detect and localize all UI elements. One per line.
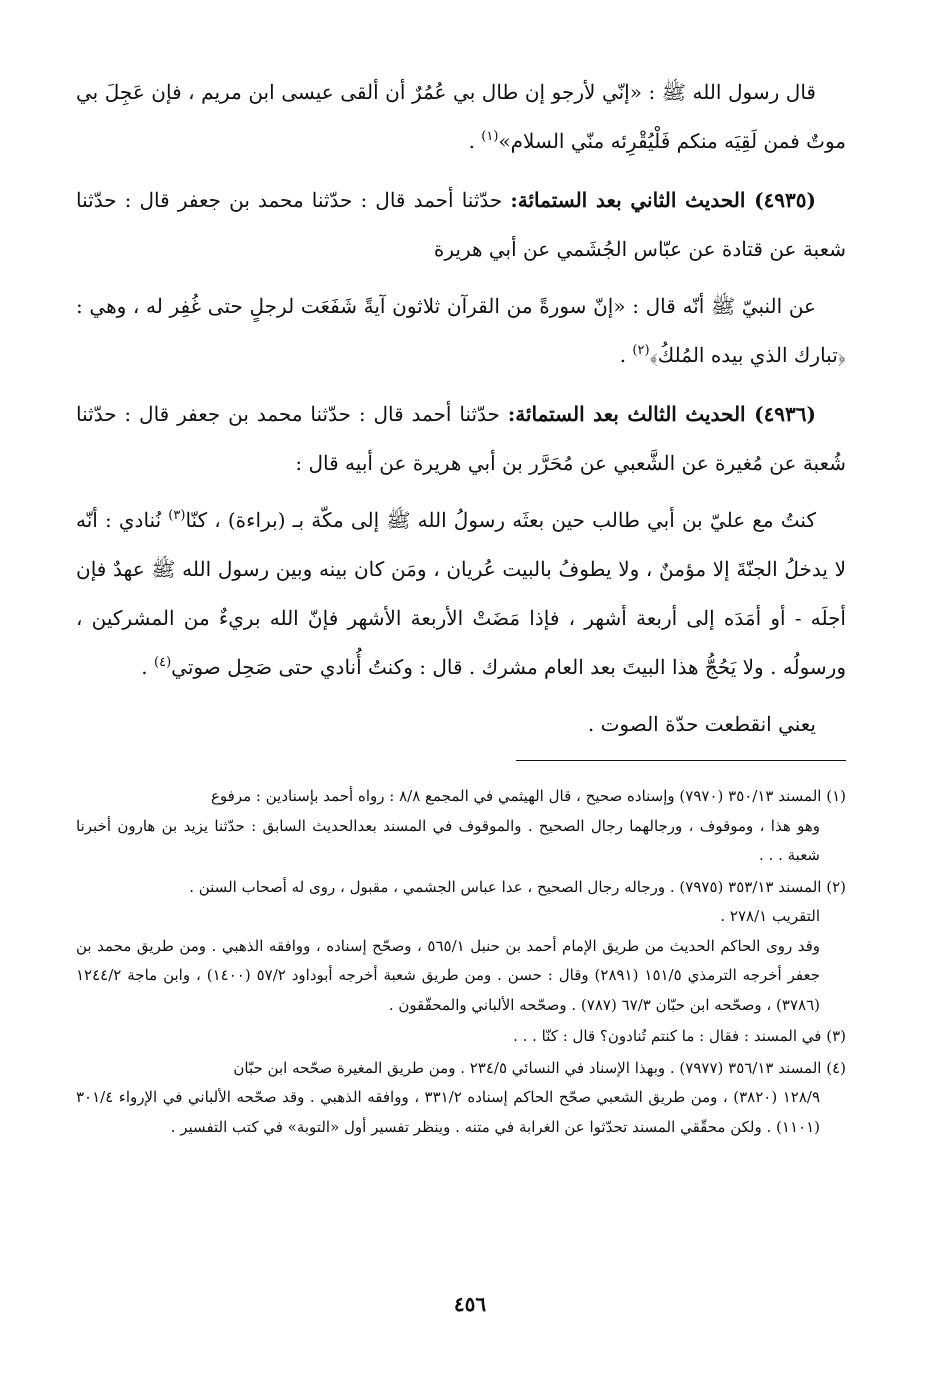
paragraph-1 [76,68,846,166]
hadith-4935-title: (٤٩٣٥) الحديث الثاني بعد الستمائة: [510,188,816,212]
paragraph-5-text-b: نُنادي : أنّه لا يدخلُ الجنّةَ إلا مؤمنٌ ، ولا يطوفُ بالبيت عُريان ، ومَن كان بينه وبين رسول الله ﷺ عهدٌ فإن أجلَه - أو أمَدَه إلى أربعة أشهر ، فإذا مَضَتْ الأربعة الأشهر فإنّ الله بريءٌ من المشركين ، ورسولُه . ولا يَحُجُّ هذا البيتَ بعد العام مشرك . قال : وكنتُ أُنادي حتى صَحِل صوتي [76,508,846,679]
paragraph-3-text: عن النبيّ ﷺ أنّه قال : «إنّ سورةً من القرآن ثلاثون آيةً شَفَعَت لرجلٍ حتى غُفِر له ، وهي : ﴿تبارك الذي بيده المُلكُ﴾ [76,294,846,367]
footnote-separator [76,760,846,761]
paragraph-5 [76,496,846,692]
footnote-ref-4: (٤) [154,655,172,670]
paragraph-6-text: يعني انقطعت حدّة الصوت . [587,712,816,736]
hadith-4935-isnad: حدّثنا أحمد قال : حدّثنا محمد بن جعفر قال : حدّثنا شعبة عن قتادة عن عبّاس الجُشَمي عن أبي هريرة [76,188,846,261]
footnote-1-continuation: وهو هذا ، وموقوف ، ورجالهما رجال الصحيح . والموقوف في المسند بعدالحديث السابق : حدّثنا يزيد بن هارون أخبرنا شعبة . . . [76,816,820,864]
paragraph-6 [76,700,846,749]
paragraph-1-text: قال رسول الله ﷺ : «إنّي لأرجو إن طال بي عُمُرٌ أن ألقى عيسى ابن مريم ، فإن عَجِلَ بي موتٌ فمن لَقِيَه منكم فَلْيُقْرِئه منّي السلام» [76,80,846,153]
paragraph-3 [76,282,846,380]
hadith-4936-title: (٤٩٣٦) الحديث الثالث بعد الستمائة: [507,402,816,426]
footnote-ref-3: (٣) [168,508,186,523]
paragraph-1-end: . [468,129,482,153]
footnote-2-paragraph: وقد روى الحاكم الحديث من طريق الإمام أحمد بن حنبل ٥٦٥/١ ، وصحّح إسناده ، ووافقه الذهبي . ومن طريق محمد بن جعفر أخرجه الترمذي ١٥١/٥ (٢٨٩١) وقال : حسن . ومن طريق شعبة أخرجه أبوداود ٥٧/٢ (١٤٠٠) ، وابن ماجة ١٢٤٤/٢ (٣٧٨٦) ، وصحّحه ابن حبّان ٦٧/٣ (٧٨٧) . وصحّحه الألباني والمحقّقون . [76,936,820,1014]
hadith-4935 [76,176,846,274]
paragraph-3-end: . [619,343,633,367]
page-number: ٤٥٦ [453,1292,487,1316]
footnote-4: (٤) المسند ٣٥٦/١٣ (٧٩٧٧) . وبهذا الإسناد في النسائي ٢٣٤/٥ . ومن طريق المغيرة صحّحه ابن حبّان [233,1058,846,1077]
paragraph-5-text-a: كنتُ مع عليّ بن أبي طالب حين بعثَه رسولُ الله ﷺ إلى مكّة بـ (براءة) ، كنّا [185,508,816,532]
paragraph-5-end: . [141,655,155,679]
hadith-4936 [76,390,846,488]
footnote-2-continuation: التقريب ٢٧٨/١ . [720,907,820,925]
footnotes [76,780,846,1142]
footnote-ref-1: (١) [481,129,499,144]
footnote-1: (١) المسند ٣٥٠/١٣ (٧٩٧٠) وإسناده صحيح ، قال الهيثمي في المجمع ٨/٨ : رواه أحمد بإسنادين : مرفوع [210,787,846,805]
separator-line [516,760,846,761]
footnote-ref-2: (٢) [632,343,650,358]
footnote-2: (٢) المسند ٣٥٣/١٣ (٧٩٧٥) . ورجاله رجال الصحيح ، عدا عباس الجشمي ، مقبول ، روى له أصحاب السنن . [189,877,846,896]
main-text [76,68,846,757]
footnote-4-continuation: ١٢٨/٩ (٣٨٢٠) ، ومن طريق الشعبي صحّح الحاكم إسناده ٣٣١/٢ ، ووافقه الذهبي . وقد صحّحه الألباني في الإرواء ٣٠١/٤ (١١٠١) . ولكن محقّقي المسند تحدّثوا عن الغرابة في متنه . وينظر تفسير أول «التوبة» في كتب التفسير . [76,1088,820,1136]
hadith-4936-isnad: حدّثنا أحمد قال : حدّثنا محمد بن جعفر قال : حدّثنا شُعبة عن مُغيرة عن الشَّعبي عن مُحَرَّر بن أبي هريرة عن أبيه قال : [76,402,846,475]
footnote-3: (٣) في المسند : فقال : ما كنتم تُنادون؟ قال : كنّا . . . [513,1027,846,1045]
